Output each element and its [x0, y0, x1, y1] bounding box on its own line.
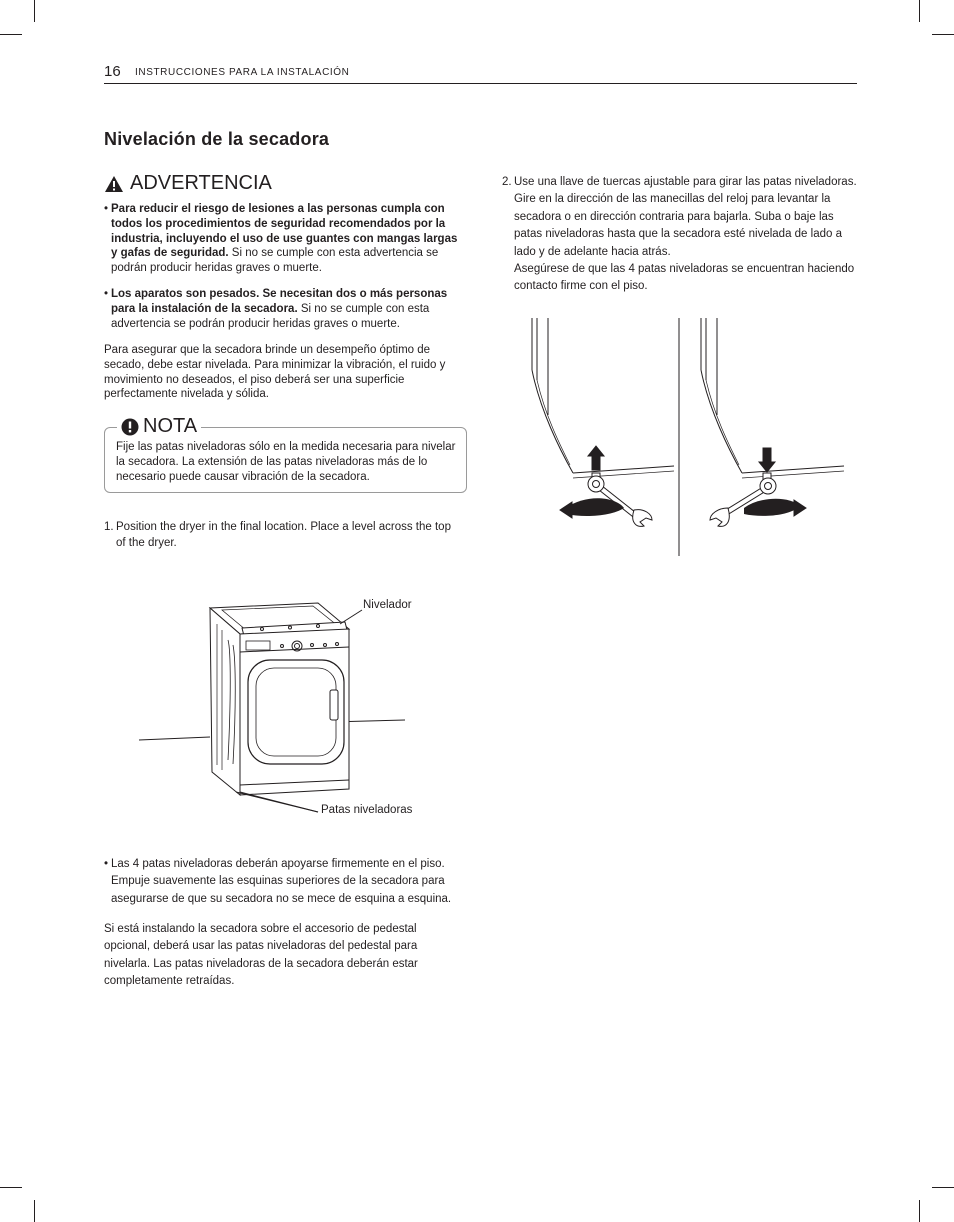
pedestal-paragraph: Si está instalando la secadora sobre el accesorio de pedestal opcional, deberá usar las patas niveladoras del pedestal para nivelarla. Las patas niveladoras de la secadora deberán estar completamente retraídas.	[104, 923, 418, 988]
crop-mark	[34, 0, 35, 22]
note-text: Fije las patas niveladoras sólo en la medida necesaria para nivelar la secadora. La extensión de las patas niveladoras más de lo necesario puede causar vibración de la secadora.	[116, 441, 456, 483]
crop-mark	[919, 0, 920, 22]
warning-triangle-icon	[104, 175, 124, 193]
crop-mark	[919, 1200, 920, 1222]
running-header: INSTRUCCIONES PARA LA INSTALACIÓN	[135, 67, 350, 78]
warning-item-text: Si no se cumple con esta advertencia se podrán producir heridas graves o muerte.	[111, 247, 439, 275]
warning-heading-text: ADVERTENCIA	[130, 172, 272, 194]
crop-mark	[0, 34, 22, 35]
warning-item	[104, 202, 459, 276]
section-title: Nivelación de la secadora	[104, 129, 330, 149]
feet-bullet	[104, 856, 464, 908]
intro-paragraph: Para asegurar que la secadora brinde un desempeño óptimo de secado, debe estar nivelada. Para minimizar la vibración, el ruido y movimiento no deseados, el piso deberá ser una superficie perfectamente nivelada y sólida.	[104, 344, 446, 401]
crop-mark	[932, 34, 954, 35]
note-heading-text: NOTA	[143, 415, 198, 437]
step-text: Use una llave de tuercas ajustable para girar las patas niveladoras. Gire en la dirección de las manecillas del reloj para levantar la secadora o en dirección contraria para bajarla. Suba o baje las patas niveladoras hasta que la secadora esté nivelada de lado a lado y de adelante hacia atrás.	[514, 176, 857, 258]
exclamation-icon	[121, 418, 139, 436]
step-text-2: Asegúrese de que las 4 patas niveladoras se encuentran haciendo contacto firme con el piso.	[514, 263, 855, 293]
bullet-dot: •	[104, 203, 109, 215]
step-1	[104, 520, 459, 551]
warning-item-bold: Los aparatos son pesados. Se necesitan dos o más personas para la instalación de la secadora.	[111, 288, 448, 315]
page-number: 16	[104, 63, 121, 80]
feet-bullet-text: Las 4 patas niveladoras deberán apoyarse firmemente en el piso. Empuje suavemente las esquinas superiores de la secadora para asegurarse de que su secadora no se mece de esquina a esquina.	[111, 858, 452, 905]
leveling-feet-label: Patas niveladoras	[321, 804, 413, 816]
level-label: Nivelador	[363, 599, 412, 611]
header-rule	[104, 83, 857, 84]
note-heading	[117, 415, 201, 438]
warning-item	[104, 287, 459, 331]
bullet-dot: •	[104, 858, 109, 870]
crop-mark	[34, 1200, 35, 1222]
step-number: 1.	[104, 521, 114, 533]
warning-item-text: Si no se cumple con esta advertencia se podrán producir heridas graves o muerte.	[111, 302, 430, 330]
bullet-dot: •	[104, 288, 109, 300]
step-2	[502, 174, 862, 296]
step-text: Position the dryer in the final location. Place a level across the top of the dryer.	[116, 521, 451, 549]
warning-heading	[104, 172, 272, 195]
warning-item-bold: Para reducir el riesgo de lesiones a las personas cumpla con todos los procedimientos de seguridad recomendados por la industria, incluyendo el uso de use guantes con mangas largas y gafas de seguridad.	[111, 203, 458, 260]
crop-mark	[932, 1187, 954, 1188]
step-number: 2.	[502, 176, 512, 188]
crop-mark	[0, 1187, 22, 1188]
